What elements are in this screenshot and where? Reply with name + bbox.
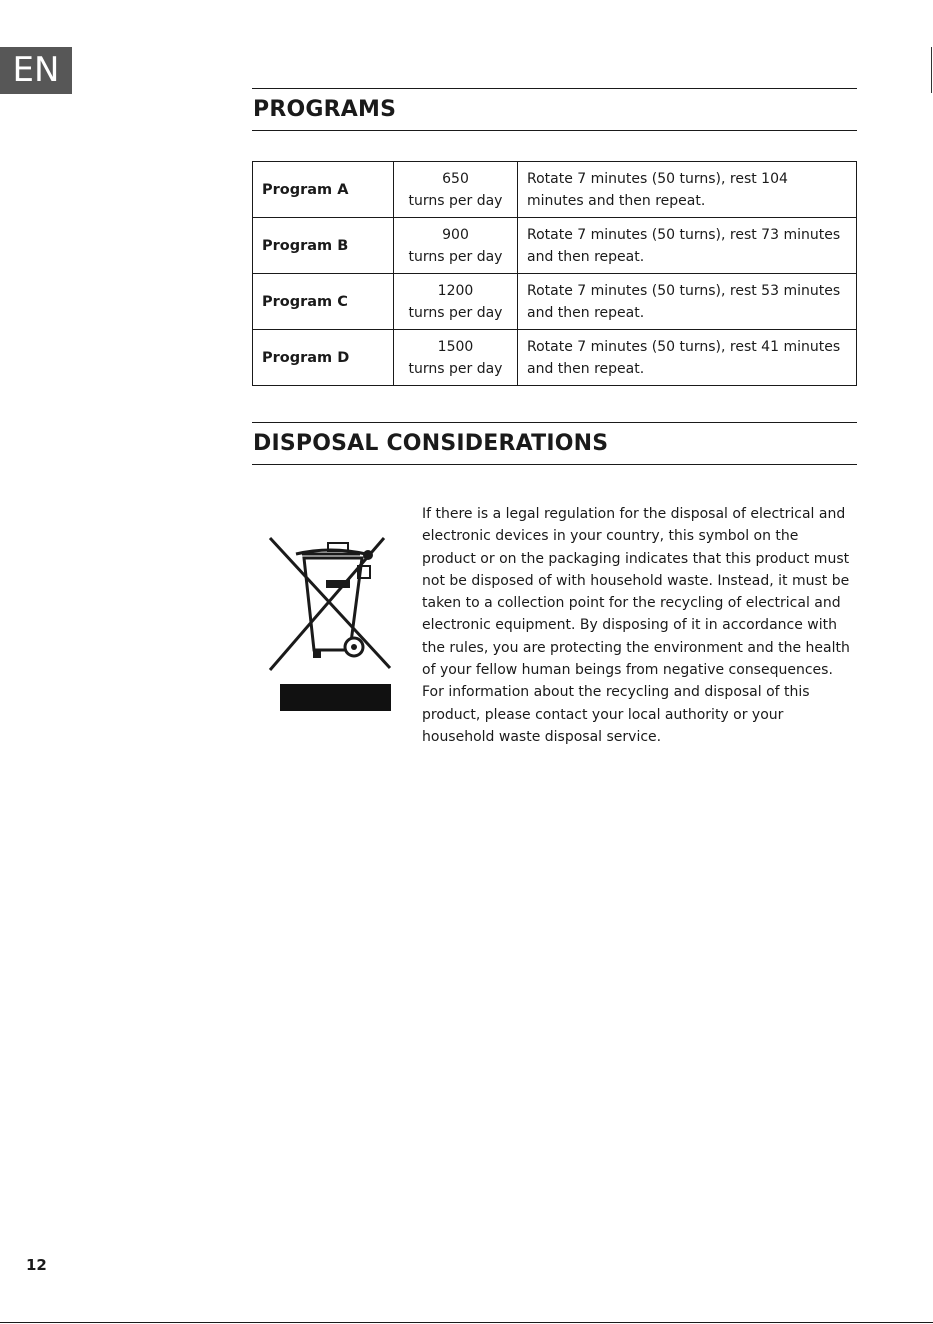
program-turns-cell bbox=[394, 162, 518, 218]
table-row bbox=[253, 274, 857, 330]
page-bottom-rule bbox=[0, 1322, 933, 1323]
program-name: Program B bbox=[253, 218, 394, 274]
turns-unit: turns per day bbox=[408, 360, 503, 377]
programs-bottom-rule bbox=[252, 130, 857, 131]
turns-value: 1500 bbox=[437, 338, 474, 355]
program-description: Rotate 7 minutes (50 turns), rest 73 minutes and then repeat. bbox=[518, 218, 857, 274]
turns-value: 900 bbox=[442, 226, 469, 243]
program-description: Rotate 7 minutes (50 turns), rest 53 minutes and then repeat. bbox=[518, 274, 857, 330]
programs-top-rule bbox=[252, 88, 857, 89]
disposal-paragraph: If there is a legal regulation for the disposal of electrical and electronic devices in your country, this symbol on the product or on the packaging indicates that this product must not be disposed of with household waste. Instead, it must be taken to a collection point for the recycling of electrical and electronic equipment. By disposing of it in accordance with the rules, you are protecting the environment and the health of your fellow human beings from negative consequences. For information about the recycling and disposal of this product, please contact your local authority or your household waste disposal service. bbox=[422, 506, 850, 745]
disposal-heading: DISPOSAL CONSIDERATIONS bbox=[253, 431, 609, 456]
turns-unit: turns per day bbox=[408, 248, 503, 265]
program-turns-cell bbox=[394, 218, 518, 274]
disposal-top-rule bbox=[252, 422, 857, 423]
program-description: Rotate 7 minutes (50 turns), rest 104 minutes and then repeat. bbox=[518, 162, 857, 218]
turns-value: 650 bbox=[442, 170, 469, 187]
program-name: Program D bbox=[253, 330, 394, 386]
program-name: Program A bbox=[253, 162, 394, 218]
program-turns-cell bbox=[394, 274, 518, 330]
margin-mark bbox=[931, 47, 932, 93]
turns-unit: turns per day bbox=[408, 192, 503, 209]
programs-table bbox=[252, 161, 857, 386]
language-tab: EN bbox=[0, 47, 72, 94]
program-turns-cell bbox=[394, 330, 518, 386]
disposal-bottom-rule bbox=[252, 464, 857, 465]
program-name: Program C bbox=[253, 274, 394, 330]
turns-unit: turns per day bbox=[408, 304, 503, 321]
table-row bbox=[253, 330, 857, 386]
table-row bbox=[253, 218, 857, 274]
program-description: Rotate 7 minutes (50 turns), rest 41 minutes and then repeat. bbox=[518, 330, 857, 386]
turns-value: 1200 bbox=[437, 282, 474, 299]
programs-heading: PROGRAMS bbox=[253, 97, 397, 122]
page-number: 12 bbox=[26, 1256, 47, 1274]
table-row bbox=[253, 162, 857, 218]
crossed-out-wheelie-bin-icon bbox=[266, 528, 392, 714]
